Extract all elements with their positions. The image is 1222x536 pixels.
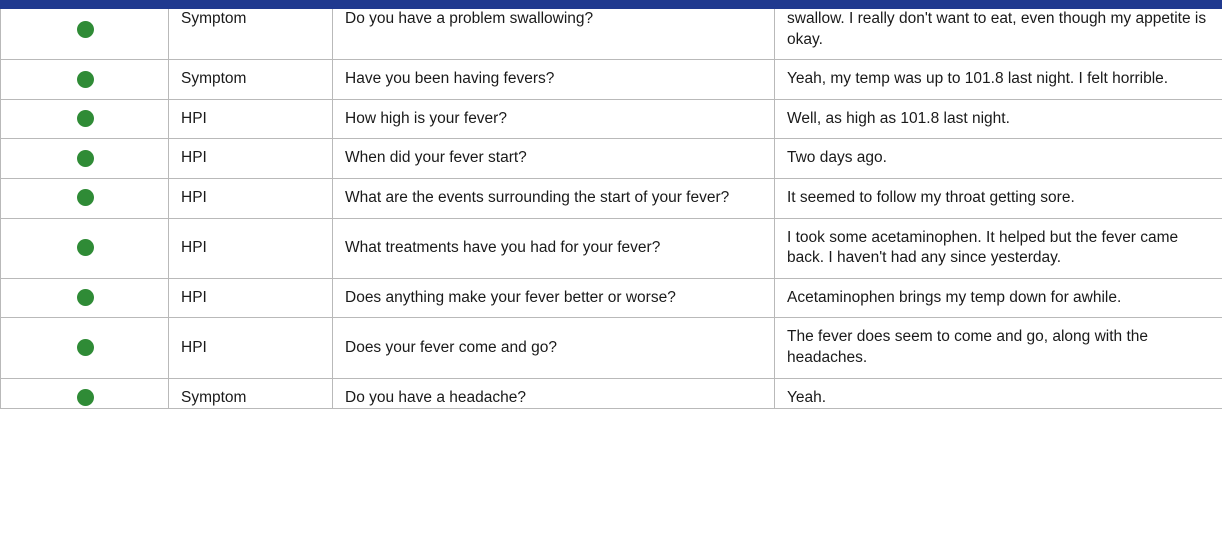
table-row[interactable] <box>1 60 1222 100</box>
status-cell <box>1 179 169 219</box>
status-cell <box>1 139 169 179</box>
status-cell <box>1 218 169 278</box>
qa-table-container <box>0 9 1222 409</box>
header-accent-bar <box>0 0 1222 9</box>
type-cell: Symptom <box>169 378 333 409</box>
table-row[interactable] <box>1 139 1222 179</box>
status-complete-icon <box>77 110 94 127</box>
answer-cell: The fever does seem to come and go, along with the headaches. <box>775 318 1222 378</box>
status-cell <box>1 378 169 409</box>
type-cell: Symptom <box>169 60 333 100</box>
status-complete-icon <box>77 289 94 306</box>
status-complete-icon <box>77 339 94 356</box>
status-cell <box>1 278 169 318</box>
status-cell <box>1 318 169 378</box>
question-cell: Do you have a problem swallowing? <box>333 9 775 60</box>
question-cell: What treatments have you had for your fever? <box>333 218 775 278</box>
answer-cell: It seemed to follow my throat getting sore. <box>775 179 1222 219</box>
status-cell <box>1 99 169 139</box>
table-row[interactable] <box>1 278 1222 318</box>
answer-cell: I took some acetaminophen. It helped but the fever came back. I haven't had any since yesterday. <box>775 218 1222 278</box>
status-complete-icon <box>77 21 94 38</box>
type-cell: Symptom <box>169 9 333 60</box>
answer-cell: Well, as high as 101.8 last night. <box>775 99 1222 139</box>
question-cell: How high is your fever? <box>333 99 775 139</box>
type-cell: HPI <box>169 218 333 278</box>
question-cell: When did your fever start? <box>333 139 775 179</box>
type-cell: HPI <box>169 179 333 219</box>
answer-cell: Yeah, my temp was up to 101.8 last night. I felt horrible. <box>775 60 1222 100</box>
status-cell <box>1 9 169 60</box>
table-row[interactable] <box>1 99 1222 139</box>
question-cell: Do you have a headache? <box>333 378 775 409</box>
qa-table-body <box>1 9 1222 409</box>
status-complete-icon <box>77 389 94 406</box>
table-row[interactable] <box>1 378 1222 409</box>
status-complete-icon <box>77 150 94 167</box>
status-complete-icon <box>77 71 94 88</box>
type-cell: HPI <box>169 139 333 179</box>
table-row[interactable] <box>1 318 1222 378</box>
table-row[interactable] <box>1 179 1222 219</box>
type-cell: HPI <box>169 278 333 318</box>
answer-cell: Two days ago. <box>775 139 1222 179</box>
answer-cell: swallow. I really don't want to eat, even though my appetite is okay. <box>775 9 1222 60</box>
table-row[interactable] <box>1 9 1222 60</box>
question-cell: Have you been having fevers? <box>333 60 775 100</box>
qa-table <box>0 9 1222 409</box>
answer-cell: Acetaminophen brings my temp down for awhile. <box>775 278 1222 318</box>
type-cell: HPI <box>169 99 333 139</box>
question-cell: Does your fever come and go? <box>333 318 775 378</box>
status-complete-icon <box>77 189 94 206</box>
table-row[interactable] <box>1 218 1222 278</box>
status-complete-icon <box>77 239 94 256</box>
question-cell: Does anything make your fever better or worse? <box>333 278 775 318</box>
type-cell: HPI <box>169 318 333 378</box>
question-cell: What are the events surrounding the start of your fever? <box>333 179 775 219</box>
status-cell <box>1 60 169 100</box>
answer-cell: Yeah. <box>775 378 1222 409</box>
